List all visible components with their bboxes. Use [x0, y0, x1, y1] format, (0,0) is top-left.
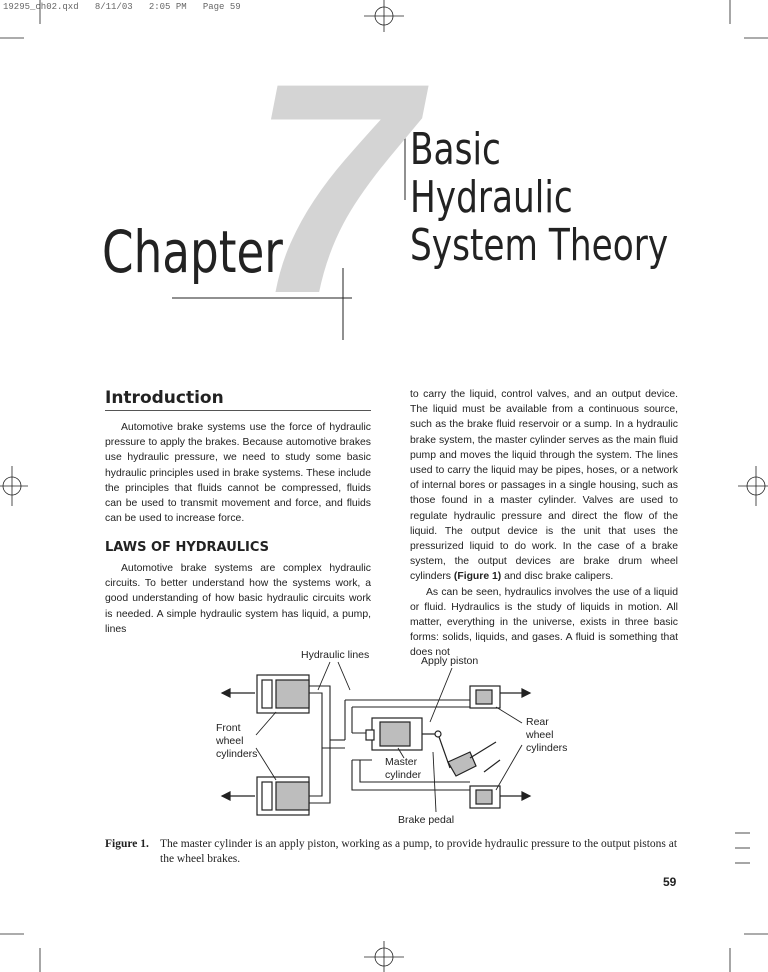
label-rear-wheel-cylinders: Rear wheel cylinders [526, 716, 568, 754]
hydraulic-system-diagram [215, 660, 575, 820]
paragraph-text: to carry the liquid, control valves, and an output device. The liquid must be available from a continuous source, such as the brake fluid reservoir or a sump. In a hydraulic brake system, the master cylinder serves as the main fluid pump and moves the liquid through the system. The lines used to carry the liquid may be pipes, hoses, or a network of internal bores or passages in a single housing, such as those found in a master cylinder. Valves are used to regulate hydraulic pressure and direct the flow of the liquid. The output device is the unit that uses the pressurized liquid to do work. In the case of a brake system, the output devices are brake drum wheel cylinders (Figure 1) and disc brake calipers. [410, 389, 678, 583]
figure-reference: (Figure 1) [453, 571, 502, 583]
registration-mark-bottom [364, 941, 404, 972]
chapter-label: Chapter [102, 218, 283, 286]
rear-wheel-cylinder-top [470, 686, 500, 708]
rear-wheel-cylinder-bottom [470, 786, 500, 808]
registration-mark-right [738, 466, 768, 506]
chapter-number: 7 [250, 20, 413, 356]
intro-heading: Introduction [105, 388, 224, 408]
registration-mark-left [0, 466, 28, 506]
page-number: 59 [663, 875, 677, 889]
paragraph-text: Automotive brake systems are complex hydraulic circuits. To better understand how the systems work, a good understanding of how basic hydraulic circuits work is needed. A simple hydraulic system has liquid, a pump, lines [105, 563, 371, 635]
label-apply-piston: Apply piston [421, 655, 479, 667]
caption-label: Figure 1. [105, 838, 149, 850]
brake-pedal [435, 731, 500, 776]
label-master-cylinder: Master cylinder [385, 756, 422, 781]
laws-heading: LAWS OF HYDRAULICS [105, 540, 270, 555]
front-wheel-cylinder-top [257, 675, 309, 713]
file-slug: 19295_ch02.qxd 8/11/03 2:05 PM Page 59 [3, 2, 241, 12]
label-hydraulic-lines: Hydraulic lines [301, 649, 370, 661]
chapter-title [410, 126, 668, 270]
heading-rule [105, 410, 371, 411]
chapter-title-line: System Theory [410, 220, 669, 271]
right-column [410, 387, 678, 661]
front-wheel-cylinder-bottom [257, 777, 309, 815]
chapter-title-line: Basic [410, 124, 501, 175]
intro-paragraph [105, 420, 371, 526]
paragraph-text: Automotive brake systems use the force of hydraulic pressure to apply the brakes. Because automotive brakes use hydraulic pressure, we need to study some basic hydraulic principles used in brake systems. These include the principles that fluids cannot be compressed, fluids can be used to transmit movement and force, and fluids can be used to increase force. [105, 422, 371, 525]
label-brake-pedal: Brake pedal [398, 814, 455, 826]
master-cylinder [366, 718, 438, 750]
figure-caption [105, 837, 680, 867]
paragraph-text: As can be seen, hydraulics involves the use of a liquid or fluid. Hydraulics is the study of liquids in motion. All matter, everything in the universe, exists in three basic forms: solids, liquids, and gases. A fluid is something that does not [410, 586, 678, 659]
laws-paragraph [105, 561, 371, 637]
label-front-wheel-cylinders: Front wheel cylinders [216, 722, 258, 760]
chapter-title-line: Hydraulic [410, 172, 573, 223]
caption-text: The master cylinder is an apply piston, working as a pump, to provide hydraulic pressure to the output pistons at the wheel brakes. [160, 838, 678, 865]
